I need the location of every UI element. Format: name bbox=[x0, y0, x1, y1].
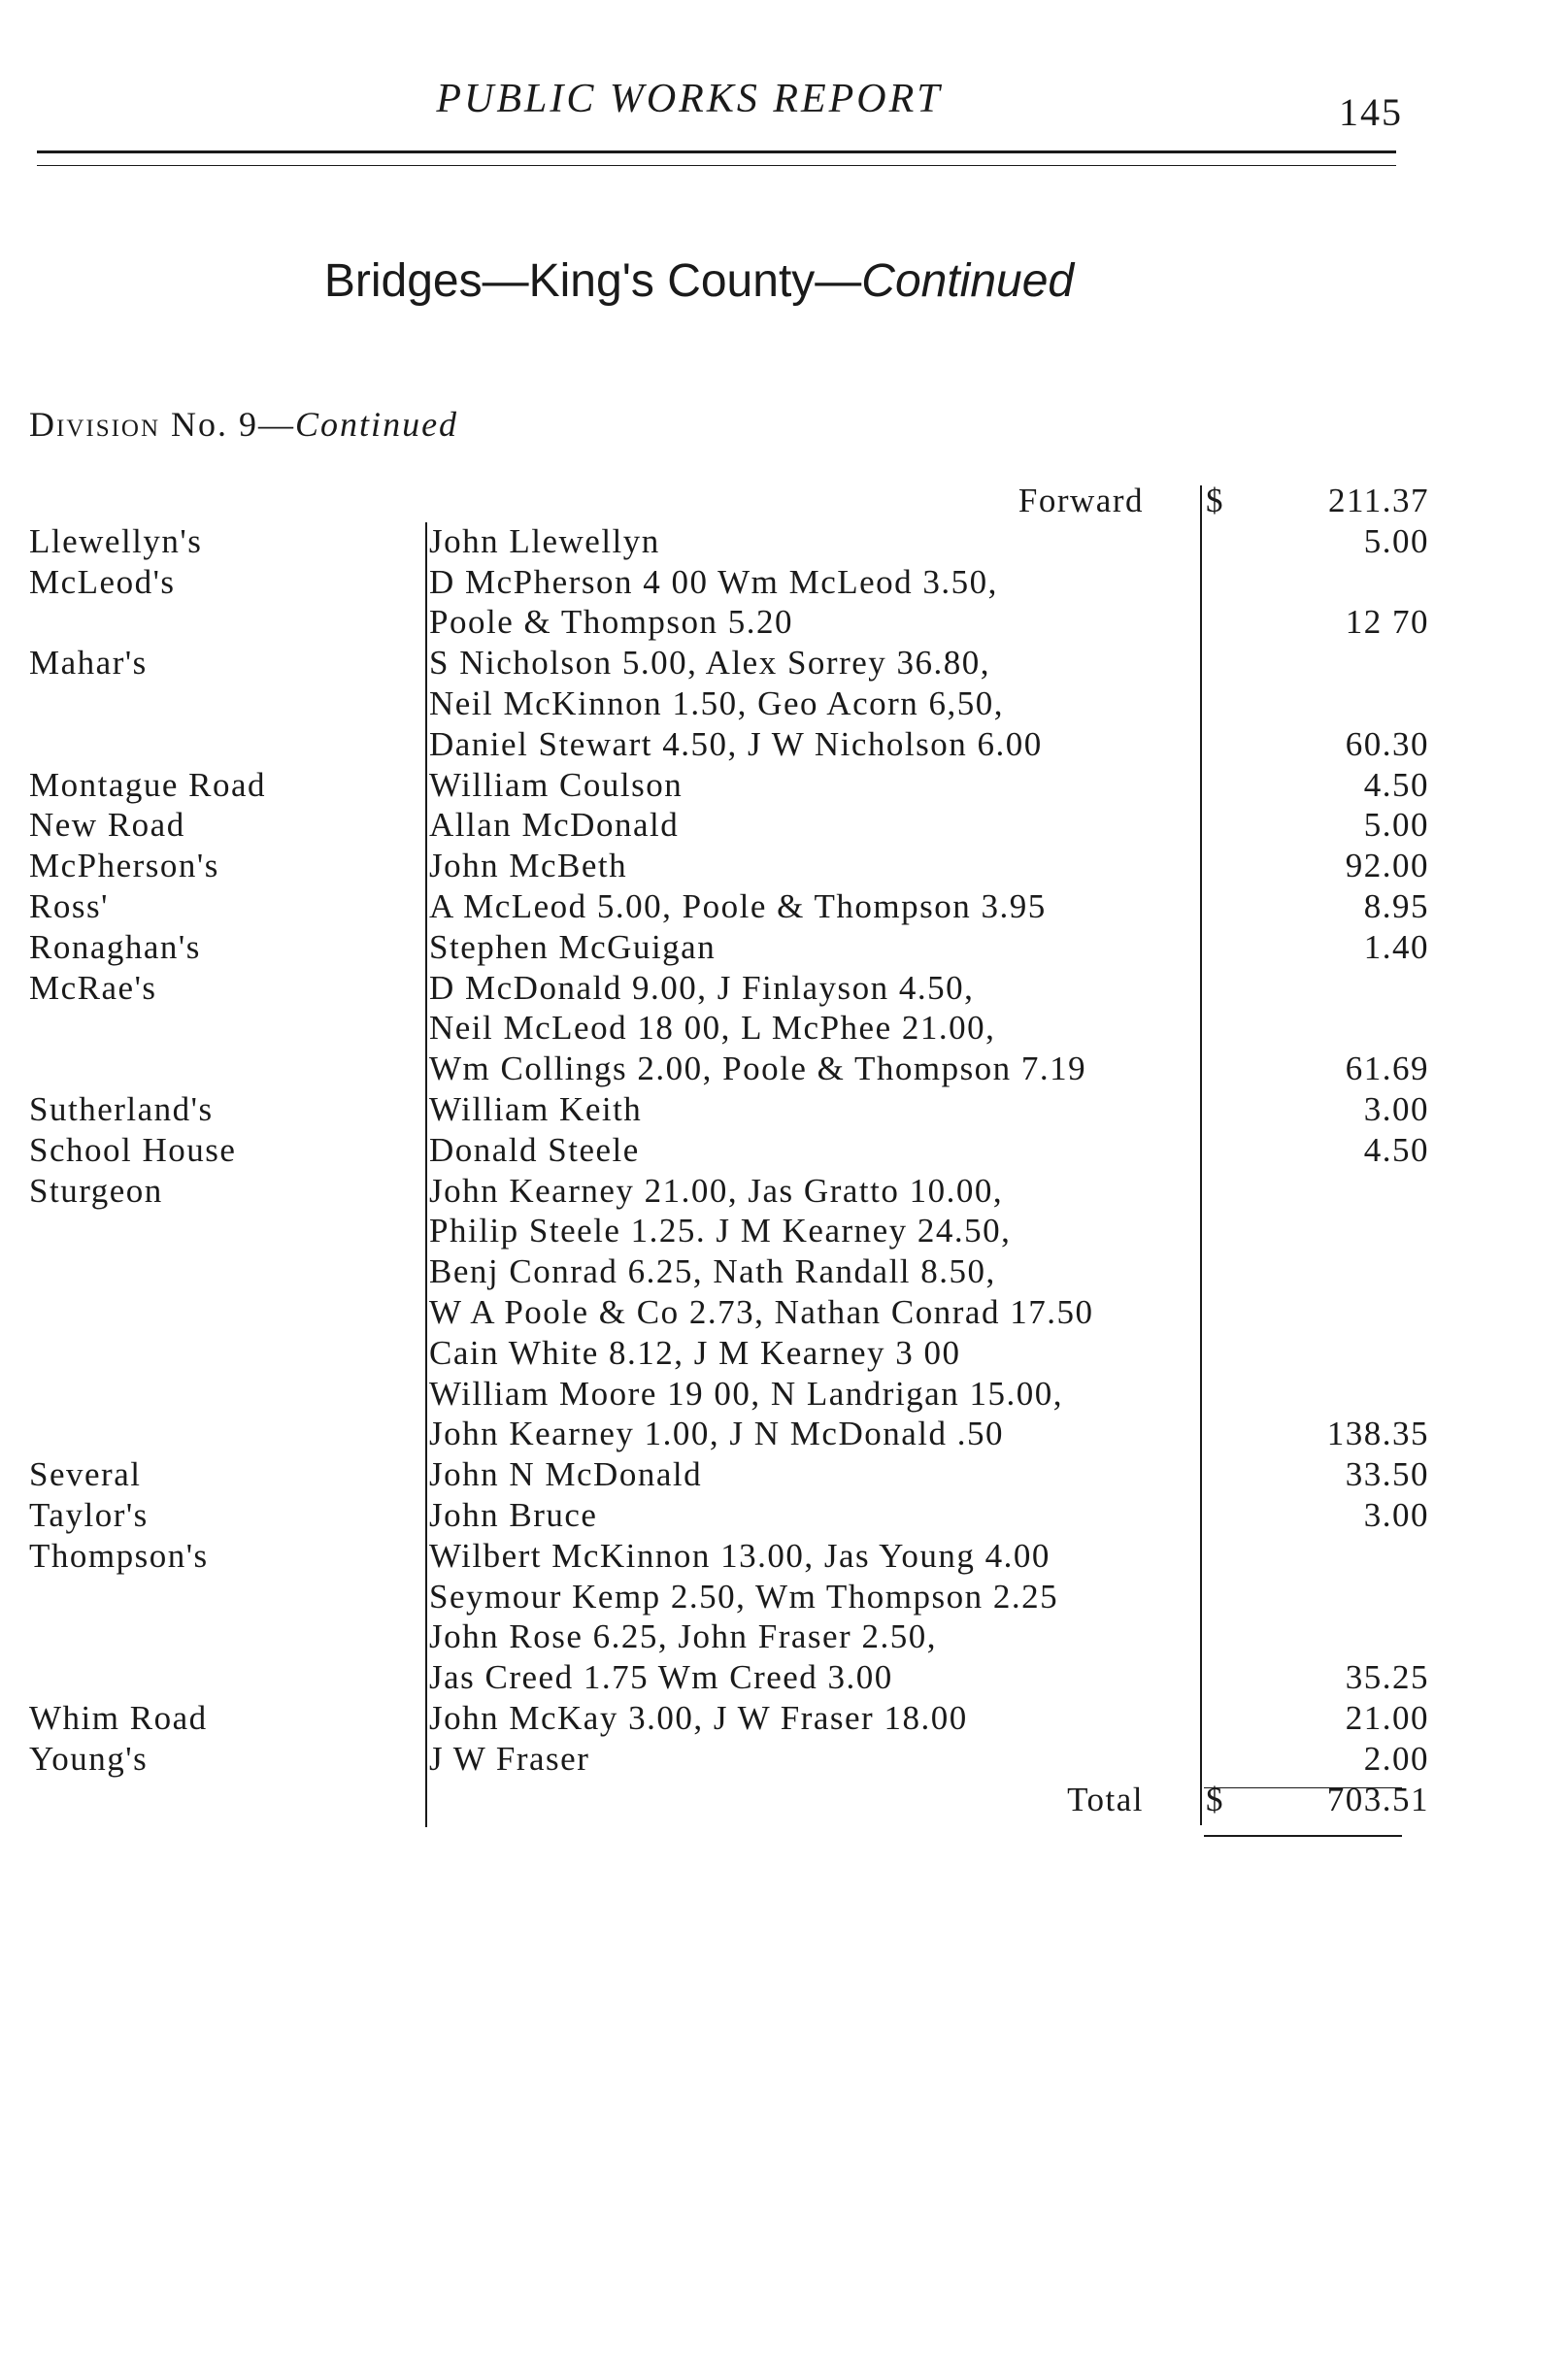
contractor-entry: Wm Collings 2.00, Poole & Thompson 7.19 bbox=[429, 1050, 1087, 1088]
ledger-row bbox=[29, 521, 1429, 563]
contractor-entry: William Moore 19 00, N Landrigan 15.00, bbox=[429, 1374, 1063, 1413]
bridge-name: McPherson's bbox=[29, 847, 219, 885]
ledger-row bbox=[29, 1495, 1429, 1537]
ledger-row bbox=[29, 724, 1429, 766]
contractor-entry: Jas Creed 1.75 Wm Creed 3.00 bbox=[429, 1658, 893, 1697]
amount: 4.50 bbox=[1363, 765, 1429, 804]
ledger-row bbox=[29, 1698, 1429, 1740]
division-continued: Continued bbox=[295, 405, 459, 444]
amount: 21.00 bbox=[1345, 1698, 1429, 1737]
ledger-row bbox=[29, 886, 1429, 928]
contractor-entry: Neil McLeod 18 00, L McPhee 21.00, bbox=[429, 1009, 996, 1048]
contractor-entry: Benj Conrad 6.25, Nath Randall 8.50, bbox=[429, 1252, 996, 1291]
amount: 3.00 bbox=[1363, 1089, 1429, 1128]
bridge-name: Thompson's bbox=[29, 1536, 209, 1575]
ledger-row bbox=[29, 765, 1429, 807]
bridge-name: Llewellyn's bbox=[29, 521, 203, 560]
forward-amount: 211.37 bbox=[1328, 482, 1429, 519]
ledger-row bbox=[29, 927, 1429, 969]
amount: 138.35 bbox=[1326, 1415, 1429, 1453]
amount: 92.00 bbox=[1345, 847, 1429, 885]
ledger-row bbox=[29, 847, 1429, 887]
forward-label: Forward bbox=[1018, 482, 1144, 519]
amount: 1.40 bbox=[1363, 927, 1429, 966]
contractor-entry: Wilbert McKinnon 13.00, Jas Young 4.00 bbox=[429, 1536, 1051, 1575]
bridge-name: Montague Road bbox=[29, 765, 267, 804]
total-label: Total bbox=[1067, 1780, 1144, 1818]
bridge-name: School House bbox=[29, 1130, 237, 1169]
bridge-name: Sturgeon bbox=[29, 1171, 163, 1210]
ledger-row bbox=[29, 1172, 1408, 1213]
amount: 35.25 bbox=[1345, 1658, 1429, 1697]
ledger-row bbox=[29, 644, 1408, 684]
ledger-row bbox=[29, 1780, 1429, 1821]
bridge-name: Taylor's bbox=[29, 1495, 149, 1534]
amount: 4.50 bbox=[1363, 1130, 1429, 1169]
contractor-entry: Poole & Thompson 5.20 bbox=[429, 603, 794, 642]
ledger-row bbox=[29, 482, 1429, 522]
amount: 60.30 bbox=[1345, 724, 1429, 763]
contractor-entry: Daniel Stewart 4.50, J W Nicholson 6.00 bbox=[429, 724, 1043, 763]
ledger-row bbox=[29, 563, 1408, 604]
contractor-entry: Donald Steele bbox=[429, 1130, 640, 1169]
ledger-row bbox=[29, 1252, 1408, 1293]
contractor-entry: D McDonald 9.00, J Finlayson 4.50, bbox=[429, 968, 975, 1007]
amount: 5.00 bbox=[1363, 521, 1429, 560]
bridge-name: Young's bbox=[29, 1739, 149, 1778]
bridge-name: Sutherland's bbox=[29, 1089, 214, 1128]
contractor-entry: Stephen McGuigan bbox=[429, 927, 717, 966]
ledger-row bbox=[29, 1739, 1429, 1781]
ledger-row bbox=[29, 1455, 1429, 1496]
contractor-entry: D McPherson 4 00 Wm McLeod 3.50, bbox=[429, 562, 998, 601]
ledger-row bbox=[29, 684, 1408, 725]
total-amount: 703.51 bbox=[1326, 1780, 1429, 1818]
bridge-name: New Road bbox=[29, 806, 185, 845]
page-number: 145 bbox=[1339, 90, 1403, 134]
contractor-entry: J W Fraser bbox=[429, 1739, 590, 1778]
division-label: Division bbox=[29, 405, 161, 444]
ledger-row bbox=[29, 1050, 1429, 1090]
ledger-row bbox=[29, 1009, 1408, 1050]
section-title bbox=[194, 254, 1204, 308]
ledger-row bbox=[29, 969, 1408, 1010]
contractor-entry: John McBeth bbox=[429, 847, 628, 885]
contractor-entry: John Kearney 1.00, J N McDonald .50 bbox=[429, 1415, 1004, 1453]
ledger-row bbox=[29, 806, 1429, 847]
bridge-name: Ross' bbox=[29, 886, 109, 925]
running-title: PUBLIC WORKS REPORT bbox=[436, 77, 943, 121]
contractor-entry: John McKay 3.00, J W Fraser 18.00 bbox=[429, 1698, 968, 1737]
contractor-entry: Cain White 8.12, J M Kearney 3 00 bbox=[429, 1333, 961, 1372]
bridge-name: Whim Road bbox=[29, 1698, 208, 1737]
ledger-row bbox=[29, 1658, 1429, 1699]
amount: 33.50 bbox=[1345, 1455, 1429, 1494]
ledger-row bbox=[29, 1578, 1408, 1618]
contractor-entry: John Kearney 21.00, Jas Gratto 10.00, bbox=[429, 1171, 1004, 1210]
bridge-name: Mahar's bbox=[29, 644, 148, 683]
amount: 61.69 bbox=[1345, 1050, 1429, 1088]
amount: 8.95 bbox=[1363, 886, 1429, 925]
ledger-row bbox=[29, 1130, 1429, 1172]
contractor-entry: Philip Steele 1.25. J M Kearney 24.50, bbox=[429, 1212, 1012, 1250]
contractor-entry: John Bruce bbox=[429, 1495, 598, 1534]
contractor-entry: S Nicholson 5.00, Alex Sorrey 36.80, bbox=[429, 644, 991, 683]
section-title-continued: Continued bbox=[861, 255, 1075, 307]
ledger-row bbox=[29, 1212, 1408, 1252]
ledger-row bbox=[29, 1293, 1408, 1334]
ledger-row bbox=[29, 1089, 1429, 1131]
header-rule-thick bbox=[37, 150, 1396, 153]
bridge-name: McRae's bbox=[29, 968, 157, 1007]
amount: 2.00 bbox=[1363, 1739, 1429, 1778]
ledger-row bbox=[29, 1375, 1408, 1416]
ledger-row bbox=[29, 1617, 1408, 1658]
contractor-entry: William Keith bbox=[429, 1089, 643, 1128]
contractor-entry: Allan McDonald bbox=[429, 806, 680, 845]
contractor-entry: A McLeod 5.00, Poole & Thompson 3.95 bbox=[429, 886, 1047, 925]
contractor-entry: John Rose 6.25, John Fraser 2.50, bbox=[429, 1617, 937, 1656]
total-rule-bottom bbox=[1204, 1835, 1402, 1837]
contractor-entry: Seymour Kemp 2.50, Wm Thompson 2.25 bbox=[429, 1577, 1059, 1616]
bridge-ledger bbox=[29, 482, 1429, 1820]
division-number: No. 9— bbox=[171, 405, 296, 444]
bridge-name: Several bbox=[29, 1455, 142, 1494]
ledger-row bbox=[29, 1537, 1408, 1578]
contractor-entry: Neil McKinnon 1.50, Geo Acorn 6,50, bbox=[429, 683, 1005, 722]
contractor-entry: John N McDonald bbox=[429, 1455, 703, 1494]
bridge-name: McLeod's bbox=[29, 562, 176, 601]
contractor-entry: John Llewellyn bbox=[429, 521, 660, 560]
section-title-main: Bridges—King's County— bbox=[323, 255, 862, 307]
amount: 5.00 bbox=[1363, 806, 1429, 845]
dollar-sign: $ bbox=[1206, 1780, 1224, 1818]
bridge-name: Ronaghan's bbox=[29, 927, 201, 966]
ledger-row bbox=[29, 1415, 1429, 1455]
amount: 12 70 bbox=[1345, 603, 1429, 642]
division-heading bbox=[29, 404, 458, 445]
header-rule-thin bbox=[37, 165, 1396, 166]
dollar-sign: $ bbox=[1206, 482, 1224, 519]
ledger-row bbox=[29, 603, 1429, 644]
contractor-entry: W A Poole & Co 2.73, Nathan Conrad 17.50 bbox=[429, 1292, 1094, 1331]
contractor-entry: William Coulson bbox=[429, 765, 684, 804]
amount: 3.00 bbox=[1363, 1495, 1429, 1534]
ledger-row bbox=[29, 1334, 1408, 1375]
